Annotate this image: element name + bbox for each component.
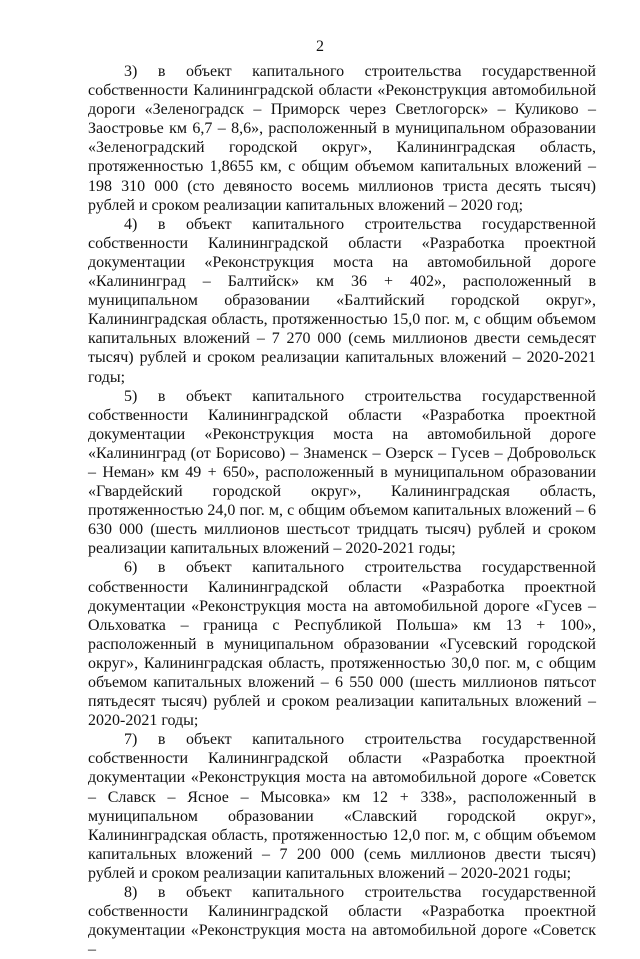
list-item: 3) в объект капитального строительства государственной собственности Калининградской области «Реконструкция автомобильной дороги «Зеленоградск – Приморск через Светлогорск» – Куликово – Заостровье км 6,7 – 8,6», расположенный в муниципальном образовании «Зеленоградский городской округ», Калининградская область, протяженностью 1,8655 км, с общим объемом капитальных вложений – 198 310 000 (сто девяносто восемь миллионов триста десять тысяч) рублей и сроком реализации капитальных вложений – 2020 год;: [88, 63, 596, 214]
page-number: 2: [316, 38, 324, 55]
document-body: [88, 62, 596, 959]
list-item: 4) в объект капитального строительства государственной собственности Калининградской области «Разработка проектной документации «Реконструкция моста на автомобильной дороге «Калининград – Балтийск» км 36 + 402», расположенный в муниципальном образовании «Балтийский городской округ», Калининградская область, протяженностью 15,0 пог. м, с общим объемом капитальных вложений – 7 270 000 (семь миллионов двести семьдесят тысяч) рублей и сроком реализации капитальных вложений – 2020-2021 годы;: [88, 215, 596, 386]
list-item: 5) в объект капитального строительства государственной собственности Калининградской области «Разработка проектной документации «Реконструкция моста на автомобильной дороге «Калининград (от Борисово) – Знаменск – Озерск – Гусев – Добровольск – Неман» км 49 + 650», расположенный в муниципальном образовании «Гвардейский городской округ», Калининградская область, протяженностью 24,0 пог. м, с общим объемом капитальных вложений – 6 630 000 (шесть миллионов шестьсот тридцать тысяч) рублей и сроком реализации капитальных вложений – 2020-2021 годы;: [88, 387, 596, 558]
list-item: 7) в объект капитального строительства государственной собственности Калининградской области «Разработка проектной документации «Реконструкция моста на автомобильной дороге «Советск – Славск – Ясное – Мысовка» км 12 + 338», расположенный в муниципальном образовании «Славский городской округ», Калининградская область, протяженностью 12,0 пог. м, с общим объемом капитальных вложений – 7 200 000 (семь миллионов двести тысяч) рублей и сроком реализации капитальных вложений – 2020-2021 годы;: [88, 731, 596, 882]
list-item: 8) в объект капитального строительства государственной собственности Калининградской области «Разработка проектной документации «Реконструкция моста на автомобильной дороге «Советск –: [88, 884, 596, 959]
list-item: 6) в объект капитального строительства государственной собственности Калининградской области «Разработка проектной документации «Реконструкция моста на автомобильной дороге «Гусев – Ольховатка – граница с Республикой Польша» км 13 + 100», расположенный в муниципальном образовании «Гусевский городской округ», Калининградская область, протяженностью 30,0 пог. м, с общим объемом капитальных вложений – 6 550 000 (шесть миллионов пятьсот пятьдесят тысяч) рублей и сроком реализации капитальных вложений – 2020-2021 годы;: [88, 559, 596, 730]
